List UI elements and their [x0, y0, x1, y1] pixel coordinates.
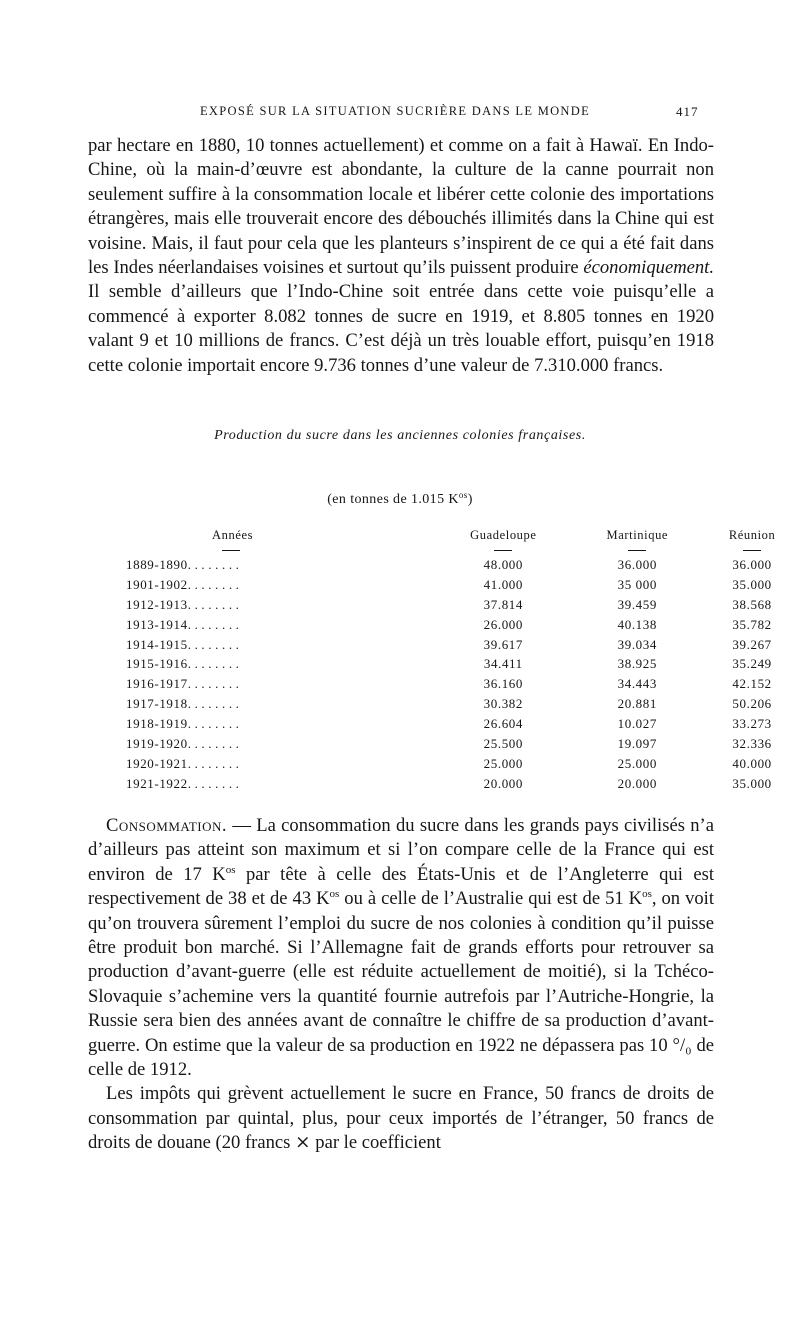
cell-year: [126, 575, 436, 595]
cell-guadeloupe: 39.617: [483, 636, 524, 652]
cell-martinique: 40.138: [617, 616, 657, 632]
dot-leader: ........: [187, 596, 243, 612]
cell-year: [126, 654, 436, 674]
cell-guadeloupe: 25.000: [483, 755, 524, 771]
cell-martinique: 20.881: [617, 696, 657, 712]
paragraph-1-text: [88, 134, 714, 378]
dot-leader: ........: [187, 556, 243, 572]
cell-year: [126, 635, 436, 655]
paragraph-1-seg1: par hectare en 1880, 10 tonnes actuellement) et comme on a fait à Hawaï. En Indo-Chine, où la main-d’œuvre est abondante, la culture de la canne pourrait non seulement suffire à la consommation locale et libérer cette colonie des importations étrangères, mais elle trouverait encore des débouchés illimités dans la Chine qui est voisine. Mais, il faut pour cela que les planteurs s’inspirent de ce qui a été fait dans les Indes néerlandaises voisines et surtout qu’ils puissent produire: [88, 135, 714, 279]
dot-leader: ........: [187, 716, 243, 732]
cell-guadeloupe: 41.000: [483, 576, 524, 592]
table-row: [126, 575, 800, 595]
cell-reunion: 35.000: [732, 576, 772, 592]
cell-guadeloupe: 26.604: [483, 716, 524, 732]
dot-leader: ........: [187, 576, 243, 592]
table-row: [126, 694, 800, 714]
table-row: [126, 555, 800, 575]
cell-guadeloupe: 20.000: [483, 775, 524, 791]
cell-martinique: 34.443: [617, 676, 657, 692]
paragraph-2-seg3: ou à celle de l’Australie qui est de 51 K: [339, 888, 643, 910]
year-label: 1919-1920: [126, 735, 188, 751]
table-row: [126, 774, 800, 794]
cell-year: [126, 674, 436, 694]
table-row: [126, 734, 800, 754]
paragraph-2-seg1: — La consommation du sucre dans les grands pays civilisés n’a d’ailleurs pas atteint son maximum et si l’on compare celle de la France qui est environ de 17 K: [88, 815, 714, 885]
cell-reunion: 39.267: [732, 636, 772, 652]
table-row: [126, 754, 800, 774]
year-label: 1914-1915: [126, 636, 188, 652]
cell-reunion: 36.000: [732, 556, 772, 572]
dot-leader: ........: [187, 676, 243, 692]
paragraph-1-seg2: Il semble d’ailleurs que l’Indo-Chine soit entrée dans cette voie puisqu’elle a commencé à exporter 8.082 tonnes de sucre en 1919, et 8.805 tonnes en 1920 valant 9 et 10 millions de francs. C’est déjà un très louable effort, puisqu’en 1918 cette colonie importait encore 9.736 tonnes d’une valeur de 7.310.000 francs.: [88, 281, 714, 376]
cell-reunion: 42.152: [732, 676, 772, 692]
cell-guadeloupe: 30.382: [483, 696, 524, 712]
table-row: [126, 615, 800, 635]
cell-reunion: 38.568: [732, 596, 772, 612]
paragraph-3-text: Les impôts qui grèvent actuellement le sucre en France, 50 francs de droits de consommation par quintal, plus, pour ceux importés de l’étranger, 50 francs de droits de douane (20 francs ⨯ par le coefficient: [88, 1083, 714, 1154]
year-label: 1915-1916: [126, 656, 188, 672]
table-row: [126, 674, 800, 694]
cell-reunion: 33.273: [732, 716, 772, 732]
column-header-guadeloupe: Guadeloupe: [436, 528, 570, 555]
superscript-kos-1: os: [225, 863, 236, 876]
dot-leader: ........: [187, 696, 243, 712]
cell-martinique: 25.000: [617, 755, 657, 771]
table-row: [126, 635, 800, 655]
cell-guadeloupe: 37.814: [483, 596, 524, 612]
table-row: [126, 714, 800, 734]
cell-year: [126, 714, 436, 734]
year-label: 1917-1918: [126, 696, 188, 712]
cell-reunion: 40.000: [732, 755, 772, 771]
year-label: 1901-1902: [126, 576, 188, 592]
running-title: EXPOSÉ SUR LA SITUATION SUCRIÈRE DANS LE MONDE: [200, 104, 591, 118]
cell-guadeloupe: 26.000: [483, 616, 524, 632]
table-header-row: [126, 528, 800, 555]
table-row: [126, 654, 800, 674]
column-header-year: Années: [126, 528, 436, 555]
year-label: 1921-1922: [126, 775, 188, 791]
cell-reunion: 32.336: [732, 735, 772, 751]
cell-reunion: 35.782: [732, 616, 772, 632]
cell-guadeloupe: 48.000: [483, 556, 524, 572]
year-label: 1916-1917: [126, 676, 188, 692]
cell-year: [126, 555, 436, 575]
paragraph-indochina: [88, 134, 714, 378]
paragraph-2-seg4: , on voit qu’on trouvera sûrement l’emploi du sucre de nos colonies à condition qu’il puisse être produit bon marché. Si l’Allemagne fait de grands efforts pour retrouver sa production d’avant-guerre (elle est réduite actuellement de moitié), si la Tchéco-Slovaquie s’achemine vers la quantité fournie autrefois par l’Autriche-Hongrie, la Russie sera bien des années avant de connaître le chiffre de sa production d’avant-guerre. On estime que la valeur de sa production en 1922 ne dépassera pas 10 °/₀ de celle de 1912.: [88, 888, 714, 1081]
paragraph-2-seg2: par tête à celle des États-Unis et de l’Angleterre qui est respectivement de 38 et de 43 K: [88, 863, 714, 910]
cell-martinique: 38.925: [617, 656, 657, 672]
paragraph-2-text: [88, 814, 714, 1082]
cell-year: [126, 734, 436, 754]
year-label: 1918-1919: [126, 716, 188, 732]
column-header-reunion: Réunion: [704, 528, 800, 555]
dot-leader: ........: [187, 735, 243, 751]
emphasis-economiquement: économiquement.: [583, 257, 714, 279]
cell-guadeloupe: 36.160: [483, 676, 524, 692]
production-table: [126, 528, 800, 794]
table-subtitle-post: ): [467, 492, 473, 507]
cell-year: [126, 694, 436, 714]
cell-martinique: 35 000: [617, 576, 657, 592]
cell-martinique: 39.034: [617, 636, 657, 652]
cell-martinique: 39.459: [617, 596, 657, 612]
superscript-kos-2: os: [329, 888, 340, 901]
cell-year: [126, 615, 436, 635]
superscript-kos-3: os: [642, 888, 652, 901]
section-heading-consommation: Consommation.: [106, 815, 228, 836]
cell-guadeloupe: 34.411: [483, 656, 523, 672]
page-number: 417: [676, 104, 699, 119]
table-title: Production du sucre dans les anciennes colonies françaises.: [214, 428, 586, 443]
dot-leader: ........: [187, 656, 243, 672]
running-header: [0, 104, 800, 124]
paragraph-consommation: [88, 814, 714, 1156]
table-subtitle-sup: os: [458, 490, 468, 500]
table-subtitle-pre: (en tonnes de 1.015 K: [327, 492, 459, 507]
dot-leader: ........: [187, 775, 243, 791]
year-label: 1889-1890: [126, 556, 188, 572]
cell-reunion: 35.249: [732, 656, 772, 672]
cell-martinique: 19.097: [617, 735, 657, 751]
year-label: 1920-1921: [126, 755, 188, 771]
cell-reunion: 35.000: [732, 775, 772, 791]
year-label: 1912-1913: [126, 596, 188, 612]
table-row: [126, 595, 800, 615]
dot-leader: ........: [187, 616, 243, 632]
cell-year: [126, 774, 436, 794]
column-header-martinique: Martinique: [570, 528, 704, 555]
dot-leader: ........: [187, 755, 243, 771]
cell-year: [126, 754, 436, 774]
cell-reunion: 50.206: [732, 696, 772, 712]
cell-guadeloupe: 25.500: [483, 735, 524, 751]
cell-martinique: 36.000: [617, 556, 657, 572]
cell-year: [126, 595, 436, 615]
table-subtitle: [0, 492, 800, 508]
dot-leader: ........: [187, 636, 243, 652]
year-label: 1913-1914: [126, 616, 188, 632]
cell-martinique: 10.027: [617, 716, 657, 732]
cell-martinique: 20.000: [617, 775, 657, 791]
